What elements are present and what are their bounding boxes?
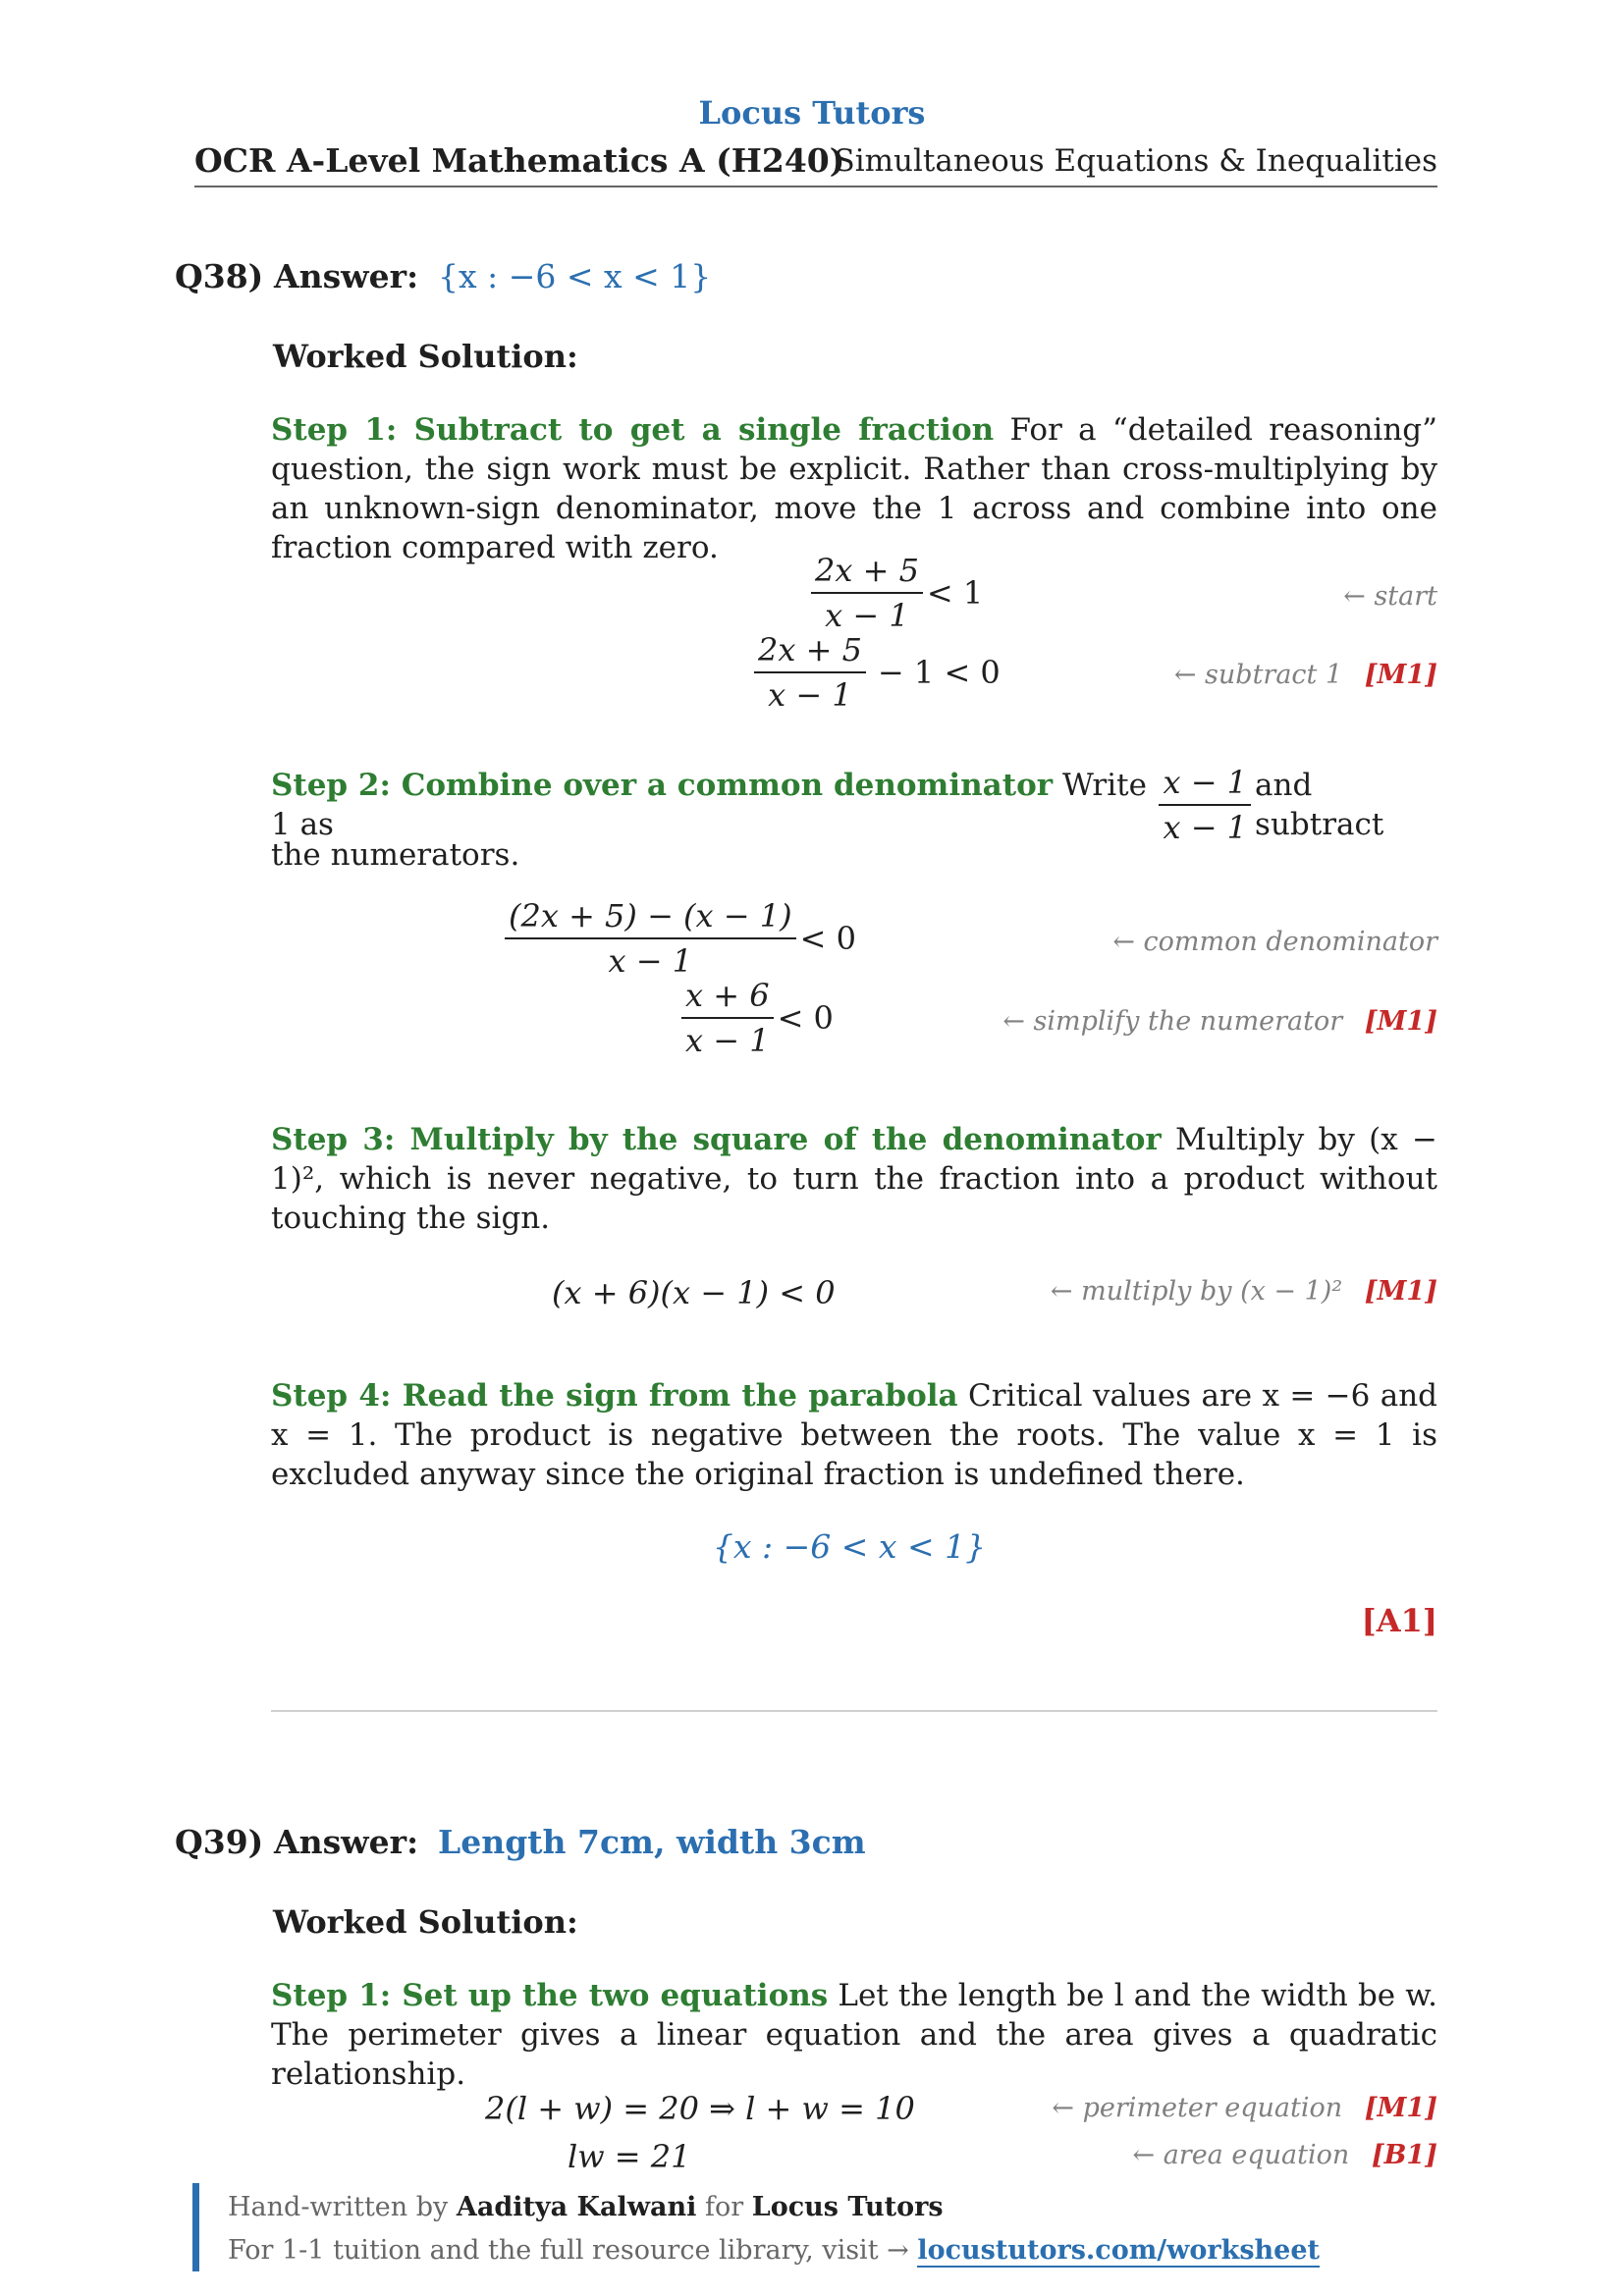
numerator: x − 1 [1159, 764, 1251, 806]
denominator: x − 1 [1163, 809, 1248, 846]
q38-step1-eq1-note: ← start [1343, 581, 1437, 612]
q39-step1-eq1-note: ← perimeter equation [1052, 2093, 1343, 2123]
footer-credit-prefix: Hand-written by [228, 2192, 449, 2222]
fraction [754, 631, 866, 714]
q38-step2-eq2 [677, 977, 834, 1059]
q38-step4-title: Step 4: Read the sign from the parabola [271, 1378, 958, 1414]
q38-step1-eq2 [750, 631, 1001, 714]
footer-visit-text: For 1-1 tuition and the full resource library, visit → [228, 2235, 909, 2266]
q39-answer: Length 7cm, width 3cm [438, 1823, 866, 1861]
q39-step1-eq1: 2(l + w) = 20 ⇒ l + w = 10 [485, 2090, 915, 2127]
q38-step2-paragraph [271, 764, 1437, 846]
q39-worked-solution-label: Worked Solution: [273, 1903, 578, 1941]
mark-badge: [M1] [1364, 1276, 1437, 1307]
q39-answer-label: Answer: [274, 1823, 419, 1861]
footer-org: Locus Tutors [751, 2192, 944, 2222]
q39-step1-eq2: lw = 21 [568, 2138, 691, 2175]
denominator: x − 1 [825, 597, 909, 634]
q38-step1-title: Step 1: Subtract to get a single fraction [271, 412, 995, 448]
q39-step1-eq1-note-row [1052, 2093, 1437, 2123]
header-rule [194, 186, 1437, 187]
q38-step2-eq1-note: ← common denominator [1112, 927, 1437, 957]
rhs: < 0 [799, 920, 856, 957]
q38-label: Q38) [175, 257, 264, 295]
q38-step2-title: Step 2: Combine over a common denominator [271, 768, 1054, 803]
footer-credit [228, 2192, 944, 2222]
denominator: x − 1 [685, 1022, 770, 1059]
question-divider [271, 1710, 1437, 1712]
fraction [505, 897, 796, 980]
q38-result: {x : −6 < x < 1} [712, 1527, 987, 1566]
footer-visit [228, 2235, 1320, 2266]
q38-step1-eq2-note: ← subtract 1 [1173, 660, 1343, 690]
q38-answer-label: Answer: [274, 257, 419, 295]
fraction [681, 977, 774, 1059]
q38-final-mark: [A1] [1361, 1602, 1437, 1639]
q38-step1-eq2-note-row [1174, 660, 1437, 690]
q38-step3-text: Multiply by (x − 1)², which is never negative, to turn the fraction into a product without touching the sign. [271, 1122, 1437, 1236]
q38-worked-solution-label: Worked Solution: [273, 338, 578, 375]
footer-link[interactable]: locustutors.com/worksheet [917, 2235, 1321, 2266]
q38-step2-eq2-note: ← simplify the numerator [1002, 1006, 1343, 1037]
q39-step1-text: Let the length be l and the width be w. The perimeter gives a linear equation and the area gives a quadratic relationship. [271, 1978, 1437, 2092]
q38-step3-note-row [1051, 1276, 1437, 1307]
q38-step2-line1 [271, 766, 1155, 844]
q38-step3-paragraph [271, 1120, 1437, 1238]
numerator: 2x + 5 [754, 631, 866, 673]
q38-step2-eq1 [501, 897, 856, 980]
q39-step1-eq2-note: ← area equation [1132, 2140, 1350, 2170]
q38-step1-text: For a “detailed reasoning” question, the sign work must be explicit. Rather than cross-multiplying by an unknown-sign denominator, move the 1 across and combine into one fraction compared with zero. [271, 412, 1437, 565]
denominator: x − 1 [608, 942, 693, 980]
footer-credit-mid: for [704, 2192, 744, 2222]
q38-step4-paragraph [271, 1376, 1437, 1494]
rhs: < 1 [926, 574, 984, 612]
q38-step3-note: ← multiply by (x − 1)² [1050, 1276, 1343, 1307]
mark-badge: [M1] [1364, 1006, 1437, 1037]
q38-answer: {x : −6 < x < 1} [438, 257, 712, 295]
numerator: (2x + 5) − (x − 1) [505, 897, 796, 939]
rhs: − 1 < 0 [877, 654, 1001, 691]
q38-step1-paragraph [271, 410, 1437, 567]
q39-step1-paragraph [271, 1976, 1437, 2094]
q38-step2-eq2-note-row [1002, 1006, 1437, 1037]
rhs: < 0 [777, 999, 834, 1037]
q39-step1-title: Step 1: Set up the two equations [271, 1978, 829, 2013]
inline-fraction [1159, 764, 1251, 846]
fraction [811, 552, 923, 634]
q38-step2-text-after: and subtract [1255, 768, 1384, 842]
mark-badge: [M1] [1364, 660, 1437, 690]
q38-step4-text: Critical values are x = −6 and x = 1. The product is negative between the roots. The value x = 1 is excluded anyway since the original fraction is undefined there. [271, 1378, 1438, 1492]
q38-step2-line2: the numerators. [271, 837, 520, 873]
course-title: OCR A-Level Mathematics A (H240) [194, 141, 845, 180]
brand-title: Locus Tutors [698, 94, 926, 132]
numerator: x + 6 [681, 977, 774, 1019]
mark-badge: [M1] [1364, 2093, 1437, 2123]
numerator: 2x + 5 [811, 552, 923, 594]
mark-badge: [B1] [1371, 2140, 1437, 2170]
q38-step3-title: Step 3: Multiply by the square of the denominator [271, 1122, 1162, 1157]
topic-title: Simultaneous Equations & Inequalities [834, 143, 1437, 179]
q38-step1-eq1 [807, 552, 983, 634]
q39-step1-eq2-note-row [1132, 2140, 1437, 2170]
q39-label: Q39) [175, 1823, 264, 1861]
q38-step3-eq: (x + 6)(x − 1) < 0 [552, 1274, 836, 1311]
denominator: x − 1 [768, 676, 852, 714]
q38-step2-text: Write 1 as [271, 768, 1147, 842]
footer-author: Aaditya Kalwani [456, 2192, 697, 2222]
footer-accent-bar [192, 2183, 199, 2271]
